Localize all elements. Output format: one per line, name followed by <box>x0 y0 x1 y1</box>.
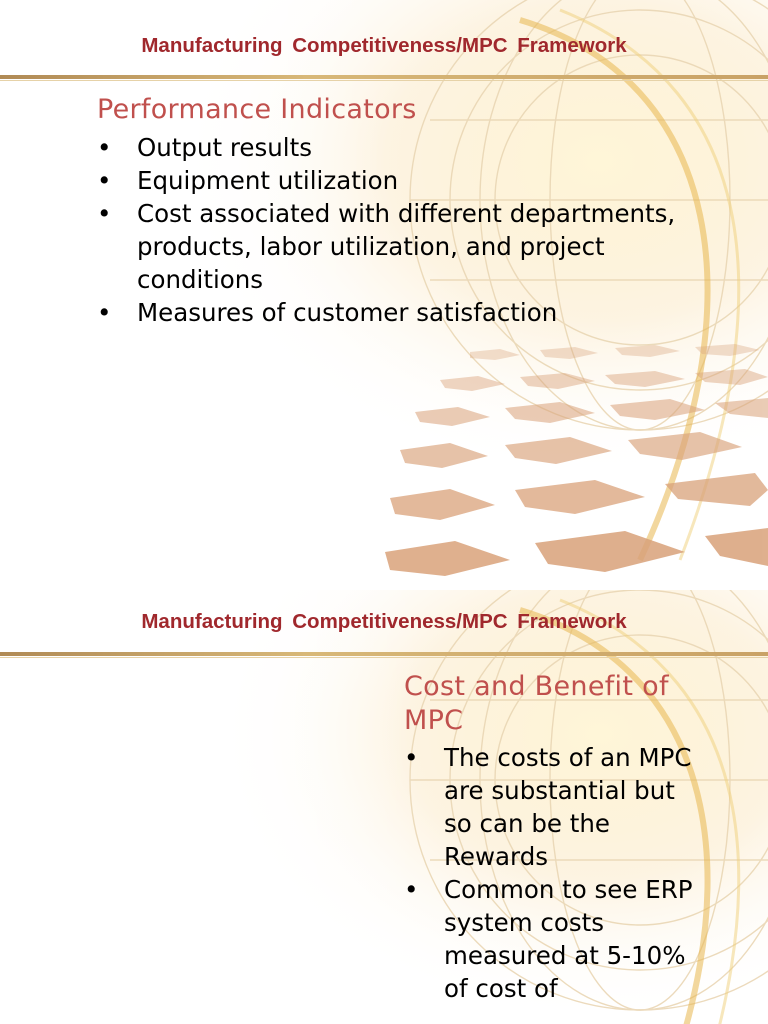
bullet-marker: • <box>404 743 419 772</box>
bullet-text: The costs of an MPC are substantial but so can be the Rewards <box>444 743 692 871</box>
bullet-text: Equipment utilization <box>137 166 399 195</box>
bullet-item <box>404 873 704 1005</box>
slide-title: Performance Indicators <box>97 94 417 125</box>
bullet-marker: • <box>404 875 419 904</box>
bullet-item <box>404 741 704 873</box>
header-divider-thin <box>0 80 768 81</box>
slide-header: Manufacturing Competitiveness/MPC Framework <box>141 610 627 633</box>
bullet-marker: • <box>97 166 112 195</box>
bullet-list <box>97 131 737 329</box>
bullet-text: Measures of customer satisfaction <box>137 298 558 327</box>
bullet-text: Output results <box>137 133 312 162</box>
bullet-item <box>97 197 737 296</box>
header-divider <box>0 652 768 656</box>
bullet-text: Cost associated with different departments, products, labor utilization, and project conditions <box>137 199 676 294</box>
bullet-item <box>97 296 737 329</box>
bullet-marker: • <box>97 199 112 228</box>
slide-header: Manufacturing Competitiveness/MPC Framework <box>141 34 627 57</box>
bullet-marker: • <box>97 298 112 327</box>
slide-2 <box>0 590 768 1024</box>
header-divider <box>0 75 768 79</box>
bullet-marker: • <box>97 133 112 162</box>
bullet-item <box>97 164 737 197</box>
header-divider-thin <box>0 657 768 658</box>
bullet-item <box>97 131 737 164</box>
bullet-list <box>404 741 704 1005</box>
slide-title: Cost and Benefit of MPC <box>404 671 669 736</box>
bullet-text: Common to see ERP system costs measured at 5-10% of cost of <box>444 875 693 1003</box>
